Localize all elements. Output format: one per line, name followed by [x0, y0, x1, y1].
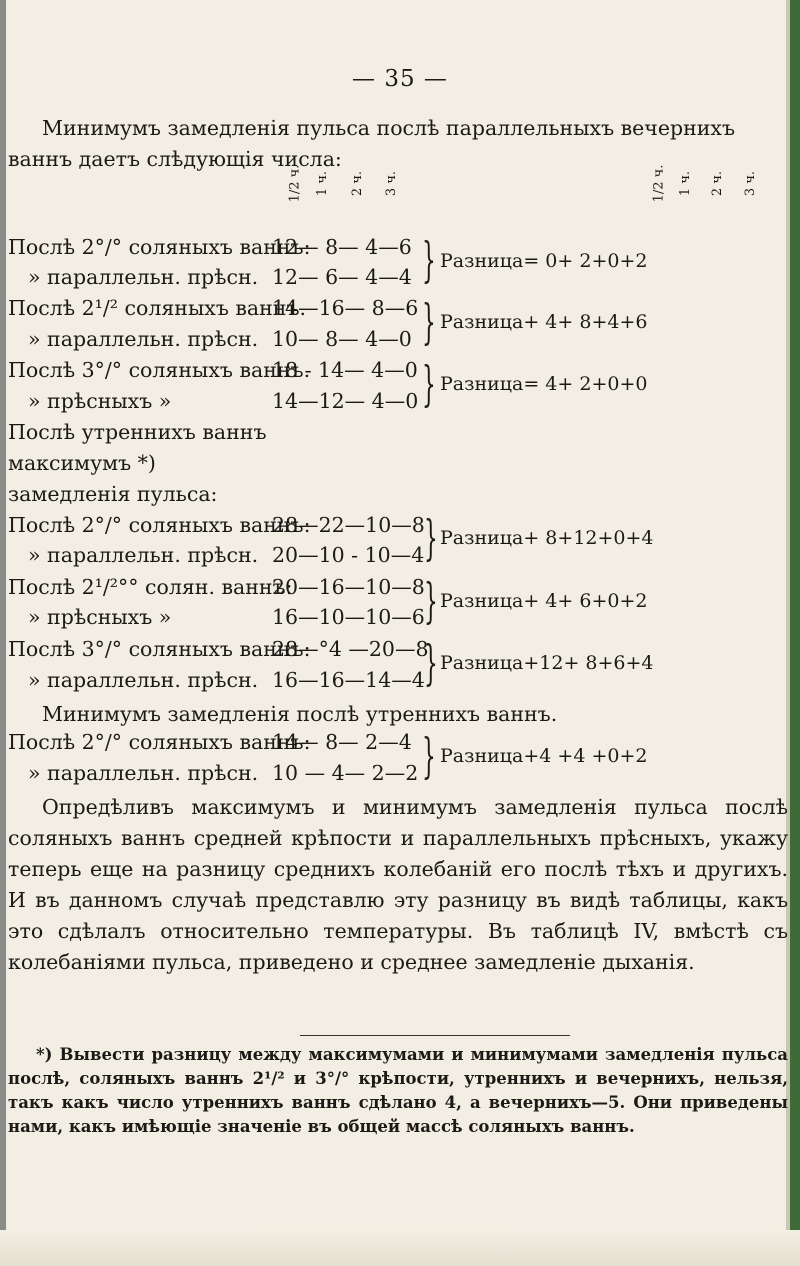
group1-fresh-values: 12— 6— 4—4	[272, 265, 412, 289]
group6-fresh-values: 16—16—14—4	[272, 668, 425, 692]
group2-difference: Разница+ 4+ 8+4+6	[440, 311, 648, 333]
col-header-right-1: 1/2 ч.	[651, 164, 667, 203]
group5-fresh-values: 16—10—10—6	[272, 605, 425, 629]
page-left-edge	[0, 0, 6, 1266]
group2-salt-label: Послѣ 2¹/² соляныхъ ваннъ.	[8, 296, 307, 320]
group3-brace: }	[422, 356, 436, 412]
group7-salt-values: 14— 8— 2—4	[272, 730, 412, 754]
morning-minimum-heading: Минимумъ замедленія послѣ утреннихъ ваннъ.	[42, 702, 558, 726]
group1-fresh-label: » параллельн. прѣсн.	[28, 265, 259, 289]
group2-fresh-label: » параллельн. прѣсн.	[28, 327, 259, 351]
footnote: *) Вывести разницу между максимумами и минимумами замедленія пульса послѣ, соляныхъ ваннъ 2¹/² и 3°/° крѣпости, утреннихъ и вечернихъ, нельзя, такъ какъ число утреннихъ ваннъ сдѣлано 4, а вечернихъ—5. Они приведены нами, какъ имѣющіе значеніе въ общей массѣ соляныхъ ваннъ.	[8, 1045, 788, 1136]
col-header-left-4: 3 ч.	[384, 170, 400, 197]
page-number: — 35 —	[352, 66, 448, 92]
group6-difference: Разница+12+ 8+6+4	[440, 652, 654, 674]
page-bottom-bleed	[0, 1230, 800, 1266]
group3-difference: Разница= 4+ 2+0+0	[440, 373, 648, 395]
group2-brace: }	[422, 294, 436, 350]
col-header-right-2: 1 ч.	[678, 170, 694, 197]
col-header-right-4: 3 ч.	[743, 170, 759, 197]
page-right-edge	[790, 0, 800, 1266]
footnote-rule	[300, 1035, 570, 1036]
group1-salt-values: 12— 8— 4—6	[272, 235, 412, 259]
group5-fresh-label: » прѣсныхъ »	[28, 605, 172, 629]
group2-salt-values: 14—16— 8—6	[272, 296, 419, 320]
group6-salt-values: 28—°4 —20—8	[272, 637, 429, 661]
group3-fresh-values: 14—12— 4—0	[272, 389, 419, 413]
col-header-left-1: 1/2 ч.	[287, 164, 303, 203]
group5-brace: }	[424, 573, 438, 629]
closing-paragraph: Опредѣливъ максимумъ и минимумъ замедленія пульса послѣ соляныхъ ваннъ средней крѣпости и параллельныхъ прѣсныхъ, укажу теперь еще на разницу среднихъ колебаній его послѣ тѣхъ и другихъ. И въ данномъ случаѣ представлю эту разницу въ видѣ таблицы, какъ это сдѣлалъ относительно температуры. Въ таблицѣ IV, вмѣстѣ съ колебаніями пульса, приведено и среднее замедленіе дыханія.	[8, 795, 788, 974]
group4-brace: }	[424, 510, 438, 566]
group5-salt-values: 20—16—10—8	[272, 575, 425, 599]
col-header-right-3: 2 ч.	[710, 170, 726, 197]
group1-brace: }	[422, 232, 436, 288]
col-header-left-2: 1 ч.	[315, 170, 331, 197]
group1-difference: Разница= 0+ 2+0+2	[440, 250, 648, 272]
group3-salt-label: Послѣ 3°/° соляныхъ ваннъ.	[8, 358, 311, 382]
group4-fresh-values: 20—10 - 10—4	[272, 543, 425, 567]
group4-salt-label: Послѣ 2°/° соляныхъ ваннъ:	[8, 513, 311, 537]
group6-fresh-label: » параллельн. прѣсн.	[28, 668, 259, 692]
group4-difference: Разница+ 8+12+0+4	[440, 527, 654, 549]
group7-fresh-label: » параллельн. прѣсн.	[28, 761, 259, 785]
group1-salt-label: Послѣ 2°/° соляныхъ ваннъ:	[8, 235, 311, 259]
group6-brace: }	[424, 635, 438, 691]
group5-difference: Разница+ 4+ 6+0+2	[440, 590, 648, 612]
intro-paragraph: Минимумъ замедленія пульса послѣ параллельныхъ вечернихъ ваннъ даетъ слѣдующія числа:	[8, 116, 736, 171]
group6-salt-label: Послѣ 3°/° соляныхъ ваннъ:	[8, 637, 311, 661]
group4-fresh-label: » параллельн. прѣсн.	[28, 543, 259, 567]
group7-salt-label: Послѣ 2°/° соляныхъ ваннъ:	[8, 730, 311, 754]
group2-fresh-values: 10— 8— 4—0	[272, 327, 412, 351]
group5-salt-label: Послѣ 2¹/²°° солян. ваннъ:	[8, 575, 293, 599]
morning-maximum-heading: Послѣ утреннихъ ваннъ максимумъ *) замедленія пульса:	[8, 420, 267, 506]
group3-fresh-label: » прѣсныхъ »	[28, 389, 172, 413]
group4-salt-values: 28—22—10—8	[272, 513, 425, 537]
group3-salt-values: 18 - 14— 4—0	[272, 358, 418, 382]
col-header-left-3: 2 ч.	[350, 170, 366, 197]
group7-difference: Разница+4 +4 +0+2	[440, 745, 648, 767]
group7-fresh-values: 10 — 4— 2—2	[272, 761, 419, 785]
group7-brace: }	[422, 728, 436, 784]
